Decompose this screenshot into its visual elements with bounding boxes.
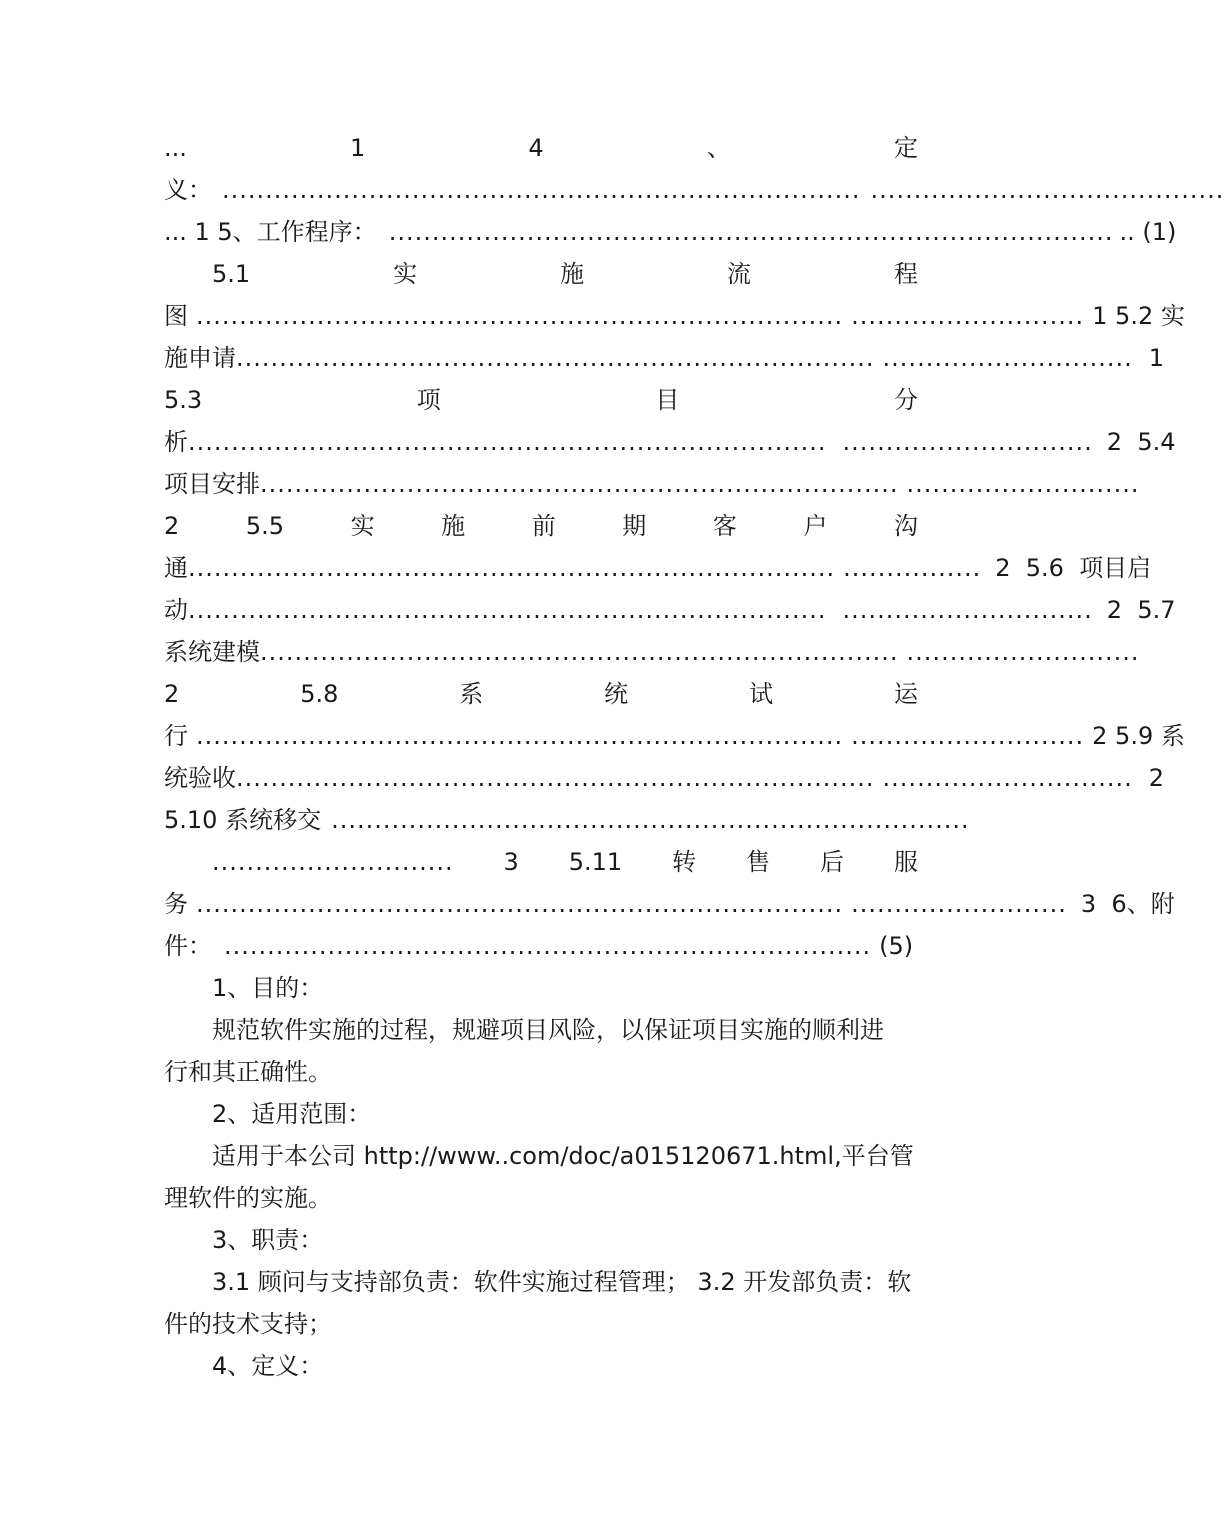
- toc-line: [164, 379, 918, 421]
- toc-leader: ............................: [212, 848, 454, 876]
- toc-token: 后: [820, 848, 845, 876]
- toc-token: 程: [893, 260, 918, 288]
- toc-leader: .............................: [842, 596, 1093, 624]
- toc-line: [164, 505, 918, 547]
- toc-text: 5.10 系统移交: [164, 806, 322, 834]
- toc-leader: ................: [843, 554, 982, 582]
- toc-leader: .........................................: [870, 176, 1224, 204]
- toc-text: 通: [164, 554, 188, 582]
- toc-leader: ..........................................................................: [188, 428, 827, 456]
- toc-token: 1: [350, 134, 366, 162]
- toc-leader: ...........................................................................: [224, 932, 872, 960]
- toc-token: 施: [560, 260, 585, 288]
- toc-token: 5.1: [212, 260, 251, 288]
- toc-line: [164, 883, 1175, 925]
- toc-text: 施申请: [164, 344, 236, 372]
- toc-text: 系统建模: [164, 638, 260, 666]
- toc-token: 实: [350, 512, 375, 540]
- toc-line: [212, 841, 918, 883]
- toc-line: [212, 253, 918, 295]
- toc-line: [164, 295, 1185, 337]
- paragraph-line: 3.1 顾问与支持部负责：软件实施过程管理； 3.2 开发部负责：软: [212, 1268, 912, 1296]
- toc-text: 统验收: [164, 764, 236, 792]
- toc-text: 析: [164, 428, 188, 456]
- toc-token: 2: [164, 680, 180, 708]
- toc-page-number: 2 5.9 系: [1092, 722, 1185, 750]
- toc-page-number: 2 5.7: [1106, 596, 1176, 624]
- toc-leader: ...........................: [851, 302, 1085, 330]
- toc-line: [164, 421, 1176, 463]
- toc-line: [164, 337, 1165, 379]
- toc-page-number: .. (1): [1119, 218, 1177, 246]
- toc-token: 定: [893, 134, 918, 162]
- toc-leader: ...........................: [906, 638, 1140, 666]
- toc-token: 分: [894, 386, 918, 414]
- toc-text: 务: [164, 890, 188, 918]
- toc-leader: .............................: [842, 428, 1093, 456]
- toc-text: 件：: [164, 932, 212, 960]
- section-heading: 2、适用范围：: [212, 1100, 372, 1128]
- toc-leader: .........................: [851, 890, 1067, 918]
- toc-leader: ..........................................................................: [222, 176, 861, 204]
- toc-token: 、: [706, 134, 731, 162]
- toc-token: ...: [164, 134, 187, 162]
- section-heading: 1、目的：: [212, 974, 324, 1002]
- toc-text: 图: [164, 302, 188, 330]
- toc-token: 5.5: [245, 512, 285, 540]
- toc-leader: ...........................: [906, 470, 1140, 498]
- paragraph-line: 件的技术支持；: [164, 1310, 332, 1338]
- paragraph-line: 适用于本公司 http://www..com/doc/a015120671.html,平台管: [212, 1142, 914, 1170]
- toc-line: [164, 463, 1140, 505]
- toc-token: 5.3: [164, 386, 203, 414]
- toc-leader: ...........................: [851, 722, 1085, 750]
- toc-page-number: 1 5.2 实: [1092, 302, 1185, 330]
- toc-leader: .............................: [882, 764, 1133, 792]
- toc-line: [164, 925, 918, 967]
- toc-line: [164, 799, 970, 841]
- toc-leader: ..........................................................................: [236, 344, 875, 372]
- toc-token: 2: [164, 512, 180, 540]
- toc-token: 流: [727, 260, 752, 288]
- paragraph-line: 理软件的实施。: [164, 1184, 332, 1212]
- toc-token: 试: [749, 680, 774, 708]
- paragraph-line: 规范软件实施的过程，规避项目风险，以保证项目实施的顺利进: [212, 1016, 884, 1044]
- toc-text: ... 1 5、工作程序：: [164, 218, 377, 246]
- toc-page-number: 2 5.4: [1106, 428, 1176, 456]
- toc-page-number: 2: [1148, 764, 1165, 792]
- toc-page-number: 3 6、附: [1080, 890, 1175, 918]
- toc-line: [164, 715, 1185, 757]
- paragraph-line: 行和其正确性。: [164, 1058, 332, 1086]
- toc-token: 期: [622, 512, 647, 540]
- toc-token: 运: [893, 680, 918, 708]
- toc-line: [164, 211, 1177, 253]
- toc-leader: ..........................................................................: [331, 806, 970, 834]
- toc-line: [164, 127, 918, 169]
- section-heading: 4、定义：: [212, 1352, 324, 1380]
- toc-token: 项: [416, 386, 441, 414]
- toc-leader: ..........................................................................: [260, 470, 899, 498]
- toc-leader: ...........................................................................: [188, 554, 836, 582]
- toc-leader: ...........................................................................: [196, 302, 844, 330]
- toc-leader: ..........................................................................: [260, 638, 899, 666]
- toc-line: [164, 589, 1176, 631]
- toc-token: 前: [531, 512, 556, 540]
- toc-token: 5.11: [568, 848, 623, 876]
- toc-leader: ...........................................................................: [196, 722, 844, 750]
- toc-token: 户: [803, 512, 828, 540]
- toc-token: 3: [503, 848, 519, 876]
- toc-text: 动: [164, 596, 188, 624]
- toc-leader: ..........................................................................: [188, 596, 827, 624]
- toc-leader: ....................................................................................: [388, 218, 1114, 246]
- toc-token: 服: [893, 848, 918, 876]
- toc-leader: ...........................................................................: [196, 890, 844, 918]
- toc-page-number: 1: [1148, 344, 1165, 372]
- toc-line: [164, 673, 918, 715]
- toc-leader: ..........................................................................: [236, 764, 875, 792]
- toc-token: 目: [655, 386, 680, 414]
- toc-text: 行: [164, 722, 188, 750]
- toc-token: 转: [672, 848, 697, 876]
- toc-token: 5.8: [300, 680, 339, 708]
- toc-token: 售: [746, 848, 771, 876]
- toc-page-number: (5): [879, 932, 914, 960]
- toc-token: 4: [528, 134, 544, 162]
- toc-token: 客: [712, 512, 737, 540]
- toc-token: 统: [604, 680, 629, 708]
- toc-leader: .............................: [882, 344, 1133, 372]
- toc-line: [164, 631, 1140, 673]
- toc-token: 施: [441, 512, 466, 540]
- toc-page-number: 2 5.6 项目启: [995, 554, 1152, 582]
- toc-line: [164, 547, 1152, 589]
- toc-text: 义：: [164, 176, 212, 204]
- toc-line: [164, 169, 1224, 211]
- section-heading: 3、职责：: [212, 1226, 324, 1254]
- toc-token: 沟: [893, 512, 918, 540]
- toc-token: 系: [459, 680, 484, 708]
- toc-line: [164, 757, 1165, 799]
- toc-text: 项目安排: [164, 470, 260, 498]
- toc-token: 实: [393, 260, 418, 288]
